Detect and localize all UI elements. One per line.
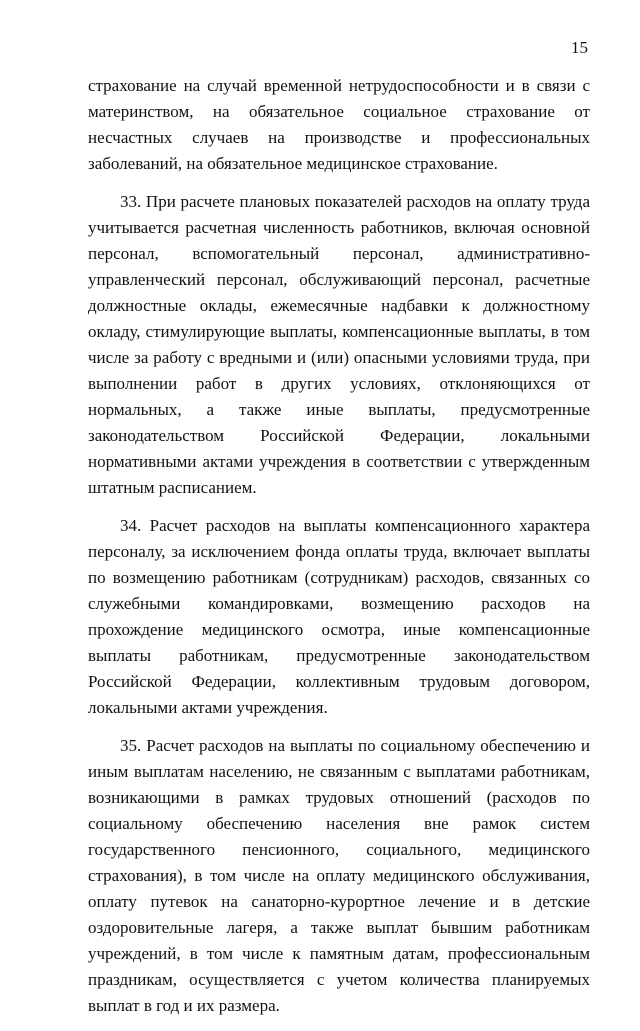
paragraph-34: 34. Расчет расходов на выплаты компенсационного характера персоналу, за исключением фонда оплаты труда, включает выплаты по возмещению работникам (сотрудникам) расходов, связанных со служебными командировками, возмещению расходов на прохождение медицинского осмотра, иные компенсационные выплаты работникам, предусмотренные законодательством Российской Федерации, коллективным трудовым договором, локальными актами учреждения.	[88, 516, 590, 717]
paragraph-33: 33. При расчете плановых показателей расходов на оплату труда учитывается расчетная численность работников, включая основной персонал, вспомогательный персонал, административно-управленческий персонал, обслуживающий персонал, расчетные должностные оклады, ежемесячные надбавки к должностному окладу, стимулирующие выплаты, компенсационные выплаты, в том числе за работу с вредными и (или) опасными условиями труда, при выполнении работ в других условиях, отклоняющихся от нормальных, а также иные выплаты, предусмотренные законодательством Российской Федерации, локальными нормативными актами учреждения в соответствии с утвержденным штатным расписанием.	[88, 192, 590, 497]
paragraph-35: 35. Расчет расходов на выплаты по социальному обеспечению и иным выплатам населению, не связанным с выплатами работникам, возникающими в рамках трудовых отношений (расходов по социальному обеспечению населения вне рамок систем государственного пенсионного, социального, медицинского страхования), в том числе на оплату медицинского обслуживания, оплату путевок на санаторно-курортное лечение и в детские оздоровительные лагеря, а также выплат бывшим работникам учреждений, в том числе к памятным датам, профессиональным праздникам, осуществляется с учетом количества планируемых выплат в год и их размера.	[88, 736, 590, 1015]
paragraph-continuation: страхование на случай временной нетрудоспособности и в связи с материнством, на обязательное социальное страхование от несчастных случаев на производстве и профессиональных заболеваний, на обязательное медицинское страхование.	[88, 76, 590, 173]
document-body	[88, 73, 590, 1031]
page-number: 15	[571, 38, 588, 57]
